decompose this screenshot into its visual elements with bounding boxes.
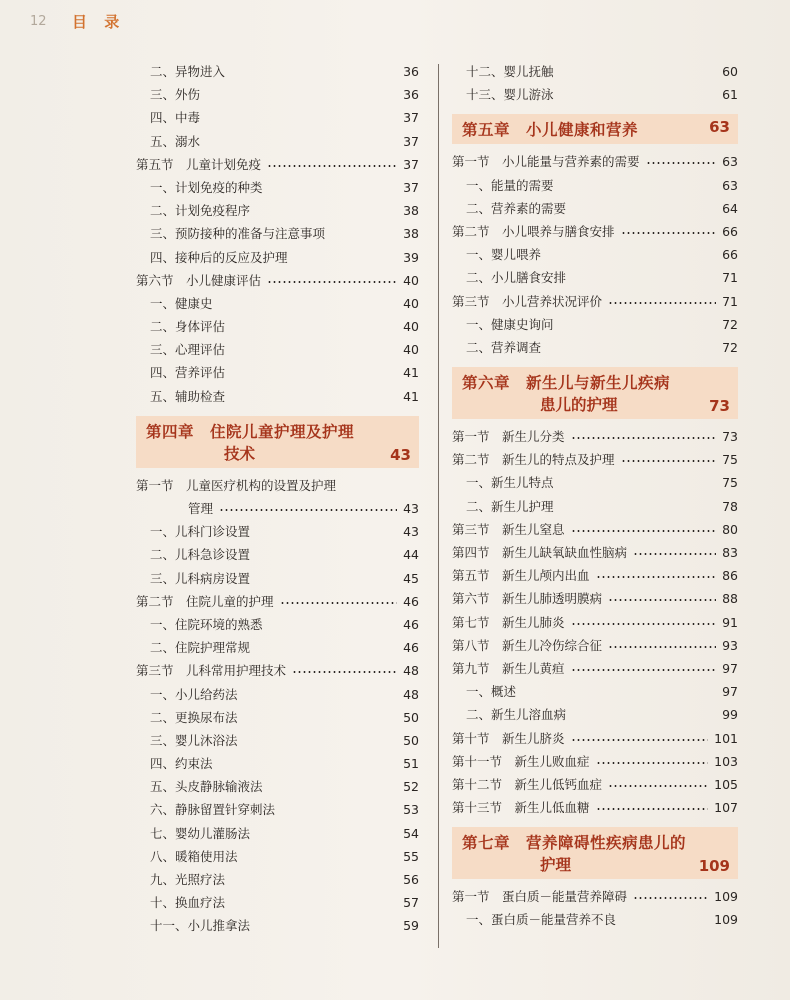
entry-page-number: 55 bbox=[403, 848, 419, 864]
entry-title: 第一节 儿童医疗机构的设置及护理 bbox=[136, 477, 337, 493]
toc-section-entry[interactable] bbox=[452, 541, 738, 564]
chapter-title: 第四章 住院儿童护理及护理 bbox=[146, 422, 355, 441]
page-header bbox=[0, 0, 790, 40]
entry-title: 三、儿科病房设置 bbox=[150, 570, 251, 586]
entry-title: 一、小儿给药法 bbox=[150, 686, 238, 702]
entry-title: 一、住院环境的熟悉 bbox=[150, 616, 263, 632]
chapter-page-number: 73 bbox=[709, 397, 730, 416]
entry-page-number: 46 bbox=[403, 616, 419, 632]
entry-title: 二、营养素的需要 bbox=[466, 200, 567, 216]
entry-title: 第五节 新生儿颅内出血 bbox=[452, 568, 590, 584]
entry-page-number: 64 bbox=[722, 200, 738, 216]
entry-title: 第十节 新生儿脐炎 bbox=[452, 730, 565, 746]
toc-subentry[interactable] bbox=[452, 266, 738, 289]
entry-page-number: 73 bbox=[722, 429, 738, 445]
chapter-page-number: 63 bbox=[709, 118, 730, 137]
entry-page-number: 61 bbox=[722, 87, 738, 103]
entry-page-number: 40 bbox=[403, 319, 419, 335]
toc-subentry[interactable] bbox=[136, 567, 419, 590]
entry-page-number: 36 bbox=[403, 87, 419, 103]
toc-section-entry[interactable] bbox=[452, 727, 738, 750]
entry-title: 第一节 蛋白质－能量营养障碍 bbox=[452, 889, 628, 905]
toc-subentry[interactable] bbox=[136, 752, 419, 775]
entry-title: 管理 bbox=[188, 501, 214, 516]
dot-leader bbox=[280, 602, 397, 604]
entry-title: 第六节 小儿健康评估 bbox=[136, 272, 262, 288]
entry-title: 一、健康史 bbox=[150, 295, 213, 311]
toc-subentry[interactable] bbox=[452, 60, 738, 83]
entry-page-number: 57 bbox=[403, 895, 419, 911]
entry-page-number: 88 bbox=[722, 591, 738, 607]
chapter-title: 第六章 新生儿与新生儿疾病 bbox=[462, 374, 671, 393]
entry-page-number: 37 bbox=[403, 179, 419, 195]
toc-subentry[interactable] bbox=[136, 683, 419, 706]
entry-page-number: 38 bbox=[403, 203, 419, 219]
toc-subentry[interactable] bbox=[136, 199, 419, 222]
entry-page-number: 109 bbox=[714, 912, 738, 928]
entry-page-number: 59 bbox=[403, 918, 419, 934]
dot-leader bbox=[267, 281, 397, 283]
entry-title: 七、婴幼儿灌肠法 bbox=[150, 825, 251, 841]
toc-section-entry[interactable] bbox=[136, 153, 419, 176]
toc-subentry[interactable] bbox=[136, 315, 419, 338]
entry-title: 四、营养评估 bbox=[150, 365, 226, 381]
toc-subentry[interactable] bbox=[136, 338, 419, 361]
toc-subentry[interactable] bbox=[136, 798, 419, 821]
dot-leader bbox=[571, 530, 716, 532]
entry-page-number: 45 bbox=[403, 570, 419, 586]
toc-chapter-heading[interactable] bbox=[452, 827, 738, 879]
entry-title: 第四节 新生儿缺氧缺血性脑病 bbox=[452, 545, 628, 560]
entry-page-number: 52 bbox=[403, 779, 419, 795]
toc-section-entry[interactable] bbox=[452, 657, 738, 680]
toc-section-entry[interactable] bbox=[136, 269, 419, 292]
entry-title: 第一节 小儿能量与营养素的需要 bbox=[452, 154, 640, 170]
toc-subentry[interactable] bbox=[452, 680, 738, 703]
entry-title: 第三节 小儿营养状况评价 bbox=[452, 293, 603, 309]
entry-title: 第三节 儿科常用护理技术 bbox=[136, 663, 287, 679]
entry-page-number: 50 bbox=[403, 709, 419, 725]
toc-subentry[interactable] bbox=[136, 520, 419, 543]
column-divider bbox=[438, 64, 439, 948]
entry-title: 二、身体评估 bbox=[150, 319, 226, 335]
dot-leader bbox=[267, 165, 397, 167]
entry-title: 三、心理评估 bbox=[150, 342, 226, 358]
entry-page-number: 43 bbox=[403, 524, 419, 540]
dot-leader bbox=[608, 646, 716, 648]
entry-page-number: 109 bbox=[714, 889, 738, 905]
entry-page-number: 38 bbox=[403, 226, 419, 242]
entry-title: 二、新生儿护理 bbox=[466, 498, 554, 514]
toc-subentry[interactable] bbox=[136, 636, 419, 659]
toc-section-entry[interactable] bbox=[452, 750, 738, 773]
entry-page-number: 41 bbox=[403, 365, 419, 381]
toc-section-entry[interactable] bbox=[452, 796, 738, 819]
entry-title: 十二、婴儿抚触 bbox=[466, 64, 554, 79]
entry-title: 第五节 儿童计划免疫 bbox=[136, 156, 262, 172]
entry-page-number: 66 bbox=[722, 223, 738, 239]
toc-column-left bbox=[136, 60, 419, 938]
entry-page-number: 46 bbox=[403, 593, 419, 609]
entry-title: 四、约束法 bbox=[150, 756, 213, 772]
entry-title: 一、婴儿喂养 bbox=[466, 247, 542, 263]
toc-subentry[interactable] bbox=[136, 543, 419, 566]
toc-section-entry[interactable] bbox=[136, 474, 419, 497]
toc-subentry[interactable] bbox=[452, 313, 738, 336]
dot-leader bbox=[633, 553, 716, 555]
toc-subentry[interactable] bbox=[136, 385, 419, 408]
entry-page-number: 97 bbox=[722, 660, 738, 676]
entry-page-number: 71 bbox=[722, 270, 738, 286]
entry-page-number: 39 bbox=[403, 249, 419, 265]
dot-leader bbox=[219, 509, 397, 511]
entry-title: 第八节 新生儿冷伤综合征 bbox=[452, 637, 603, 653]
entry-title: 五、头皮静脉输液法 bbox=[150, 779, 263, 795]
entry-title: 二、小儿膳食安排 bbox=[466, 270, 567, 286]
entry-title: 二、异物进入 bbox=[150, 64, 226, 79]
dot-leader bbox=[292, 671, 397, 673]
toc-section-entry[interactable] bbox=[452, 518, 738, 541]
toc-subentry[interactable] bbox=[136, 361, 419, 384]
entry-page-number: 91 bbox=[722, 614, 738, 630]
entry-page-number: 99 bbox=[722, 707, 738, 723]
entry-page-number: 71 bbox=[722, 293, 738, 309]
entry-title: 四、中毒 bbox=[150, 110, 201, 126]
entry-title: 三、预防接种的准备与注意事项 bbox=[150, 226, 326, 242]
entry-page-number: 75 bbox=[722, 452, 738, 468]
entry-title: 第十二节 新生儿低钙血症 bbox=[452, 776, 603, 792]
entry-page-number: 44 bbox=[403, 547, 419, 563]
toc-subentry[interactable] bbox=[136, 706, 419, 729]
entry-title: 一、儿科门诊设置 bbox=[150, 524, 251, 540]
entry-title: 一、健康史询问 bbox=[466, 316, 554, 332]
dot-leader bbox=[596, 808, 708, 810]
toc-subentry[interactable] bbox=[136, 106, 419, 129]
dot-leader bbox=[608, 302, 716, 304]
entry-page-number: 60 bbox=[722, 64, 738, 79]
entry-title: 第三节 新生儿窒息 bbox=[452, 521, 565, 537]
toc-section-entry[interactable] bbox=[452, 611, 738, 634]
toc-subentry[interactable] bbox=[136, 891, 419, 914]
toc-section-entry[interactable] bbox=[452, 425, 738, 448]
toc-subentry[interactable] bbox=[452, 471, 738, 494]
entry-page-number: 37 bbox=[403, 110, 419, 126]
page-title: 目 录 bbox=[72, 13, 126, 31]
entry-title: 二、住院护理常规 bbox=[150, 640, 251, 656]
entry-page-number: 40 bbox=[403, 342, 419, 358]
entry-page-number: 63 bbox=[722, 177, 738, 193]
entry-title: 一、能量的需要 bbox=[466, 177, 554, 193]
dot-leader bbox=[571, 623, 716, 625]
toc-section-entry[interactable] bbox=[452, 564, 738, 587]
entry-title: 二、营养调查 bbox=[466, 339, 542, 355]
entry-title: 二、计划免疫程序 bbox=[150, 203, 251, 219]
toc-subentry[interactable] bbox=[136, 222, 419, 245]
toc-chapter-heading[interactable] bbox=[452, 114, 738, 144]
entry-title: 一、概述 bbox=[466, 684, 517, 700]
dot-leader bbox=[571, 437, 716, 439]
toc-subentry[interactable] bbox=[136, 176, 419, 199]
toc-section-entry[interactable] bbox=[452, 773, 738, 796]
entry-page-number: 51 bbox=[403, 756, 419, 772]
dot-leader bbox=[571, 669, 716, 671]
toc-subentry[interactable] bbox=[452, 197, 738, 220]
entry-page-number: 97 bbox=[722, 684, 738, 700]
entry-page-number: 75 bbox=[722, 475, 738, 491]
toc-section-entry[interactable] bbox=[452, 290, 738, 313]
entry-title: 第十三节 新生儿低血糖 bbox=[452, 800, 590, 816]
entry-page-number: 37 bbox=[403, 133, 419, 149]
entry-title: 三、外伤 bbox=[150, 87, 201, 103]
entry-title: 第二节 新生儿的特点及护理 bbox=[452, 452, 615, 468]
toc-subentry[interactable] bbox=[136, 822, 419, 845]
chapter-page-number: 43 bbox=[390, 445, 411, 464]
entry-page-number: 40 bbox=[403, 272, 419, 288]
dot-leader bbox=[633, 897, 708, 899]
entry-title: 十一、小儿推拿法 bbox=[150, 918, 251, 934]
entry-title: 十三、婴儿游泳 bbox=[466, 87, 554, 103]
entry-page-number: 48 bbox=[403, 663, 419, 679]
entry-title: 第十一节 新生儿败血症 bbox=[452, 753, 590, 769]
entry-page-number: 86 bbox=[722, 568, 738, 584]
toc-subentry[interactable] bbox=[136, 775, 419, 798]
entry-page-number: 41 bbox=[403, 388, 419, 404]
entry-page-number: 72 bbox=[722, 316, 738, 332]
entry-title: 五、溺水 bbox=[150, 133, 201, 149]
dot-leader bbox=[621, 232, 716, 234]
dot-leader bbox=[596, 762, 708, 764]
entry-title: 二、更换尿布法 bbox=[150, 709, 238, 725]
chapter-title: 第七章 营养障碍性疾病患儿的 bbox=[462, 834, 687, 853]
entry-page-number: 93 bbox=[722, 637, 738, 653]
entry-title: 一、新生儿特点 bbox=[466, 475, 554, 491]
entry-page-number: 48 bbox=[403, 686, 419, 702]
entry-page-number: 83 bbox=[722, 545, 738, 560]
entry-title: 第二节 住院儿童的护理 bbox=[136, 593, 274, 609]
dot-leader bbox=[596, 576, 716, 578]
toc-subentry[interactable] bbox=[452, 243, 738, 266]
toc-subentry[interactable] bbox=[452, 495, 738, 518]
entry-page-number: 53 bbox=[403, 802, 419, 818]
page-number: 12 bbox=[30, 14, 47, 29]
chapter-title-continued: 患儿的护理 bbox=[540, 396, 618, 415]
entry-title: 八、暖箱使用法 bbox=[150, 848, 238, 864]
chapter-page-number: 109 bbox=[698, 857, 730, 876]
toc-section-entry[interactable] bbox=[452, 150, 738, 173]
toc-subentry[interactable] bbox=[452, 336, 738, 359]
toc-column-right bbox=[452, 60, 738, 932]
entry-page-number: 105 bbox=[714, 776, 738, 792]
toc-subentry[interactable] bbox=[452, 703, 738, 726]
dot-leader bbox=[621, 460, 716, 462]
toc-subentry[interactable] bbox=[136, 292, 419, 315]
toc-subentry[interactable] bbox=[452, 908, 738, 931]
entry-title: 第九节 新生儿黄疸 bbox=[452, 660, 565, 676]
toc-subentry[interactable] bbox=[452, 174, 738, 197]
toc-subentry[interactable] bbox=[136, 729, 419, 752]
entry-page-number: 107 bbox=[714, 800, 738, 816]
toc-subentry[interactable] bbox=[136, 868, 419, 891]
toc-subentry[interactable] bbox=[136, 246, 419, 269]
dot-leader bbox=[646, 162, 716, 164]
entry-page-number: 36 bbox=[403, 64, 419, 79]
entry-page-number: 46 bbox=[403, 640, 419, 656]
entry-page-number: 56 bbox=[403, 872, 419, 887]
dot-leader bbox=[608, 785, 708, 787]
toc-chapter-heading[interactable] bbox=[452, 367, 738, 419]
entry-title: 十、换血疗法 bbox=[150, 895, 226, 911]
dot-leader bbox=[608, 599, 716, 601]
toc-subentry[interactable] bbox=[136, 130, 419, 153]
toc-subentry[interactable] bbox=[136, 845, 419, 868]
entry-page-number: 54 bbox=[403, 825, 419, 841]
toc-section-entry[interactable] bbox=[452, 587, 738, 610]
chapter-title: 第五章 小儿健康和营养 bbox=[462, 121, 639, 140]
toc-subentry[interactable] bbox=[136, 914, 419, 937]
entry-page-number: 40 bbox=[403, 295, 419, 311]
toc-subentry[interactable] bbox=[136, 613, 419, 636]
entry-page-number: 37 bbox=[403, 156, 419, 172]
entry-title: 第二节 小儿喂养与膳食安排 bbox=[452, 223, 615, 239]
entry-page-number: 103 bbox=[714, 753, 738, 769]
entry-title: 一、蛋白质－能量营养不良 bbox=[466, 912, 617, 928]
entry-title: 五、辅助检查 bbox=[150, 388, 226, 404]
toc-section-entry[interactable] bbox=[136, 590, 419, 613]
entry-title: 第七节 新生儿肺炎 bbox=[452, 614, 565, 630]
toc-subentry[interactable] bbox=[136, 83, 419, 106]
dot-leader bbox=[571, 739, 708, 741]
entry-page-number: 43 bbox=[403, 501, 419, 516]
entry-title: 二、儿科急诊设置 bbox=[150, 547, 251, 563]
entry-page-number: 78 bbox=[722, 498, 738, 514]
entry-page-number: 63 bbox=[722, 154, 738, 170]
toc-section-entry[interactable] bbox=[452, 634, 738, 657]
toc-chapter-heading[interactable] bbox=[136, 416, 419, 468]
toc-section-entry[interactable] bbox=[452, 448, 738, 471]
entry-title: 一、计划免疫的种类 bbox=[150, 179, 263, 195]
entry-title: 第六节 新生儿肺透明膜病 bbox=[452, 591, 603, 607]
chapter-title-continued: 护理 bbox=[540, 856, 572, 875]
toc-subentry[interactable] bbox=[452, 83, 738, 106]
entry-title: 四、接种后的反应及护理 bbox=[150, 249, 288, 265]
entry-page-number: 72 bbox=[722, 339, 738, 355]
toc-section-entry[interactable] bbox=[452, 220, 738, 243]
entry-page-number: 66 bbox=[722, 247, 738, 263]
entry-title: 六、静脉留置针穿刺法 bbox=[150, 802, 276, 818]
toc-section-entry[interactable] bbox=[136, 497, 419, 520]
chapter-title-continued: 技术 bbox=[224, 444, 256, 463]
entry-title: 三、婴儿沐浴法 bbox=[150, 732, 238, 748]
entry-title: 九、光照疗法 bbox=[150, 872, 226, 887]
entry-page-number: 101 bbox=[714, 730, 738, 746]
entry-title: 二、新生儿溶血病 bbox=[466, 707, 567, 723]
toc-subentry[interactable] bbox=[136, 60, 419, 83]
entry-page-number: 80 bbox=[722, 521, 738, 537]
entry-title: 第一节 新生儿分类 bbox=[452, 429, 565, 445]
toc-section-entry[interactable] bbox=[136, 659, 419, 682]
entry-page-number: 50 bbox=[403, 732, 419, 748]
toc-section-entry[interactable] bbox=[452, 885, 738, 908]
